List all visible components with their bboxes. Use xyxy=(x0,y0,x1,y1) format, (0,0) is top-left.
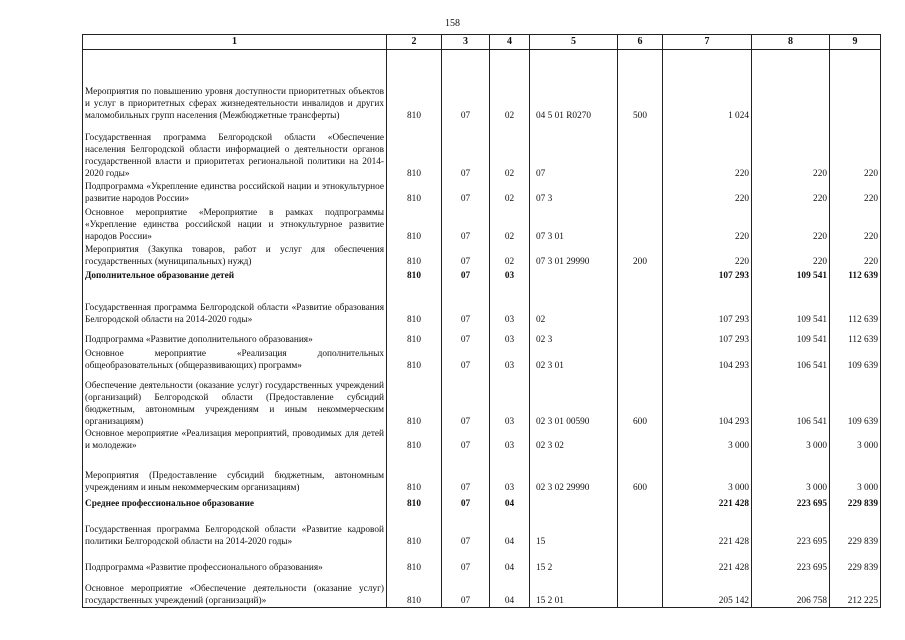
amount-col7: 221 428 xyxy=(663,548,752,574)
row-name: Подпрограмма «Развитие дополнительного образования» xyxy=(83,326,387,346)
code-target: 04 5 01 R0270 xyxy=(530,50,618,122)
code-target: 02 3 01 xyxy=(530,346,618,372)
code-subsection: 02 xyxy=(490,122,530,180)
table-row xyxy=(83,510,881,548)
code-section: 07 xyxy=(442,243,490,268)
table-row xyxy=(83,574,881,608)
code-ministry: 810 xyxy=(387,574,442,608)
code-subsection: 04 xyxy=(490,574,530,608)
code-ministry: 810 xyxy=(387,346,442,372)
amount-col8: 3 000 xyxy=(752,428,830,452)
code-expense-type xyxy=(618,574,663,608)
code-section: 07 xyxy=(442,494,490,510)
code-subsection: 04 xyxy=(490,510,530,548)
code-target xyxy=(530,268,618,282)
column-header: 6 xyxy=(618,35,663,50)
amount-col9 xyxy=(830,50,881,122)
row-name: Дополнительное образование детей xyxy=(83,268,387,282)
row-name: Государственная программа Белгородской области «Развитие кадровой политики Белгородской области на 2014-2020 годы» xyxy=(83,510,387,548)
amount-col9: 109 639 xyxy=(830,346,881,372)
code-expense-type: 600 xyxy=(618,452,663,494)
row-name: Мероприятия (Предоставление субсидий бюджетным, автономным учреждениям и иным некоммерческим организациям) xyxy=(83,452,387,494)
amount-col8: 220 xyxy=(752,180,830,205)
amount-col8: 223 695 xyxy=(752,510,830,548)
code-section: 07 xyxy=(442,372,490,428)
amount-col8: 220 xyxy=(752,122,830,180)
code-expense-type xyxy=(618,180,663,205)
amount-col7: 220 xyxy=(663,180,752,205)
page-number: 158 xyxy=(445,18,460,29)
code-subsection: 02 xyxy=(490,180,530,205)
row-name: Основное мероприятие «Реализация мероприятий, проводимых для детей и молодежи» xyxy=(83,428,387,452)
code-expense-type xyxy=(618,122,663,180)
code-ministry: 810 xyxy=(387,428,442,452)
code-target: 15 2 01 xyxy=(530,574,618,608)
code-ministry: 810 xyxy=(387,122,442,180)
amount-col7: 220 xyxy=(663,205,752,243)
table-row xyxy=(83,428,881,452)
code-section: 07 xyxy=(442,205,490,243)
table-row xyxy=(83,452,881,494)
code-expense-type xyxy=(618,268,663,282)
column-header: 4 xyxy=(490,35,530,50)
table-row xyxy=(83,205,881,243)
column-header: 1 xyxy=(83,35,387,50)
code-ministry: 810 xyxy=(387,494,442,510)
code-ministry: 810 xyxy=(387,50,442,122)
code-subsection: 03 xyxy=(490,428,530,452)
amount-col9: 3 000 xyxy=(830,452,881,494)
code-subsection: 03 xyxy=(490,346,530,372)
row-name: Основное мероприятие «Реализация дополнительных общеобразовательных (общеразвивающих) программ» xyxy=(83,346,387,372)
amount-col8: 206 758 xyxy=(752,574,830,608)
code-expense-type xyxy=(618,346,663,372)
table-row xyxy=(83,326,881,346)
amount-col9: 112 639 xyxy=(830,268,881,282)
column-header: 2 xyxy=(387,35,442,50)
code-subsection: 02 xyxy=(490,205,530,243)
amount-col9: 229 839 xyxy=(830,548,881,574)
table-row xyxy=(83,346,881,372)
amount-col7: 107 293 xyxy=(663,326,752,346)
code-target: 15 2 xyxy=(530,548,618,574)
code-section: 07 xyxy=(442,452,490,494)
amount-col9: 220 xyxy=(830,205,881,243)
amount-col8 xyxy=(752,50,830,122)
code-ministry: 810 xyxy=(387,372,442,428)
code-section: 07 xyxy=(442,548,490,574)
amount-col8: 223 695 xyxy=(752,548,830,574)
table-row xyxy=(83,243,881,268)
amount-col8: 109 541 xyxy=(752,326,830,346)
amount-col8: 106 541 xyxy=(752,346,830,372)
amount-col9: 3 000 xyxy=(830,428,881,452)
code-target: 02 3 02 xyxy=(530,428,618,452)
amount-col7: 104 293 xyxy=(663,346,752,372)
amount-col8: 109 541 xyxy=(752,268,830,282)
code-ministry: 810 xyxy=(387,326,442,346)
column-header: 8 xyxy=(752,35,830,50)
amount-col7: 107 293 xyxy=(663,282,752,326)
row-name: Среднее профессиональное образование xyxy=(83,494,387,510)
code-target: 02 3 02 29990 xyxy=(530,452,618,494)
amount-col9: 220 xyxy=(830,122,881,180)
code-ministry: 810 xyxy=(387,548,442,574)
code-section: 07 xyxy=(442,122,490,180)
code-section: 07 xyxy=(442,346,490,372)
code-target: 07 3 01 xyxy=(530,205,618,243)
row-name: Подпрограмма «Укрепление единства российской нации и этнокультурное развитие народов России» xyxy=(83,180,387,205)
code-subsection: 03 xyxy=(490,282,530,326)
code-target: 07 3 xyxy=(530,180,618,205)
code-section: 07 xyxy=(442,428,490,452)
row-name: Мероприятия по повышению уровня доступности приоритетных объектов и услуг в приоритетных сферах жизнедеятельности инвалидов и других маломобильных групп населения (Межбюджетные трансферты) xyxy=(83,50,387,122)
amount-col9: 212 225 xyxy=(830,574,881,608)
amount-col8: 106 541 xyxy=(752,372,830,428)
table-row xyxy=(83,372,881,428)
code-subsection: 03 xyxy=(490,268,530,282)
column-header: 7 xyxy=(663,35,752,50)
amount-col9: 112 639 xyxy=(830,282,881,326)
code-expense-type xyxy=(618,494,663,510)
amount-col8: 220 xyxy=(752,243,830,268)
code-subsection: 03 xyxy=(490,326,530,346)
amount-col8: 220 xyxy=(752,205,830,243)
code-target: 15 xyxy=(530,510,618,548)
code-target: 02 xyxy=(530,282,618,326)
column-header: 5 xyxy=(530,35,618,50)
amount-col7: 220 xyxy=(663,243,752,268)
code-section: 07 xyxy=(442,282,490,326)
code-expense-type: 600 xyxy=(618,372,663,428)
code-ministry: 810 xyxy=(387,268,442,282)
amount-col9: 220 xyxy=(830,243,881,268)
amount-col9: 229 839 xyxy=(830,494,881,510)
code-expense-type xyxy=(618,326,663,346)
code-section: 07 xyxy=(442,180,490,205)
row-name: Подпрограмма «Развитие профессионального образования» xyxy=(83,548,387,574)
code-expense-type xyxy=(618,282,663,326)
table-row xyxy=(83,548,881,574)
code-expense-type xyxy=(618,510,663,548)
row-name: Государственная программа Белгородской области «Обеспечение населения Белгородской области информацией о деятельности органов государственной власти и приоритетах региональной политики на 2014-2020 годы» xyxy=(83,122,387,180)
amount-col8: 109 541 xyxy=(752,282,830,326)
code-section: 07 xyxy=(442,268,490,282)
code-target xyxy=(530,494,618,510)
code-ministry: 810 xyxy=(387,205,442,243)
code-section: 07 xyxy=(442,510,490,548)
row-name: Основное мероприятие «Обеспечение деятельности (оказание услуг) государственных учреждений (организаций)» xyxy=(83,574,387,608)
code-ministry: 810 xyxy=(387,180,442,205)
table-row xyxy=(83,282,881,326)
amount-col7: 221 428 xyxy=(663,510,752,548)
code-target: 02 3 01 00590 xyxy=(530,372,618,428)
row-name: Государственная программа Белгородской области «Развитие образования Белгородской области на 2014-2020 годы» xyxy=(83,282,387,326)
table-row xyxy=(83,50,881,122)
table-row xyxy=(83,180,881,205)
code-subsection: 03 xyxy=(490,452,530,494)
code-expense-type xyxy=(618,205,663,243)
code-subsection: 04 xyxy=(490,494,530,510)
code-target: 07 3 01 29990 xyxy=(530,243,618,268)
table-row xyxy=(83,494,881,510)
row-name: Обеспечение деятельности (оказание услуг) государственных учреждений (организаций) Белгородской области (Предоставление субсидий бюджетным, автономным учреждениям и иным некоммерческим организациям) xyxy=(83,372,387,428)
amount-col8: 223 695 xyxy=(752,494,830,510)
amount-col7: 205 142 xyxy=(663,574,752,608)
code-ministry: 810 xyxy=(387,243,442,268)
amount-col7: 220 xyxy=(663,122,752,180)
amount-col7: 1 024 xyxy=(663,50,752,122)
code-subsection: 02 xyxy=(490,50,530,122)
code-target: 02 3 xyxy=(530,326,618,346)
code-section: 07 xyxy=(442,50,490,122)
amount-col8: 3 000 xyxy=(752,452,830,494)
table-row xyxy=(83,122,881,180)
amount-col9: 229 839 xyxy=(830,510,881,548)
code-subsection: 04 xyxy=(490,548,530,574)
amount-col7: 107 293 xyxy=(663,268,752,282)
amount-col7: 221 428 xyxy=(663,494,752,510)
table-row xyxy=(83,268,881,282)
code-expense-type: 200 xyxy=(618,243,663,268)
code-section: 07 xyxy=(442,574,490,608)
column-header: 9 xyxy=(830,35,881,50)
row-name: Мероприятия (Закупка товаров, работ и услуг для обеспечения государственных (муниципальных) нужд) xyxy=(83,243,387,268)
code-expense-type: 500 xyxy=(618,50,663,122)
amount-col7: 104 293 xyxy=(663,372,752,428)
amount-col9: 112 639 xyxy=(830,326,881,346)
code-subsection: 03 xyxy=(490,372,530,428)
amount-col9: 220 xyxy=(830,180,881,205)
code-subsection: 02 xyxy=(490,243,530,268)
amount-col7: 3 000 xyxy=(663,428,752,452)
code-ministry: 810 xyxy=(387,452,442,494)
code-section: 07 xyxy=(442,326,490,346)
code-expense-type xyxy=(618,428,663,452)
code-ministry: 810 xyxy=(387,282,442,326)
budget-table xyxy=(82,34,881,608)
header-row xyxy=(83,35,881,50)
code-target: 07 xyxy=(530,122,618,180)
amount-col9: 109 639 xyxy=(830,372,881,428)
amount-col7: 3 000 xyxy=(663,452,752,494)
code-ministry: 810 xyxy=(387,510,442,548)
row-name: Основное мероприятие «Мероприятие в рамках подпрограммы «Укрепление единства российской нации и этнокультурное развитие народов России» xyxy=(83,205,387,243)
code-expense-type xyxy=(618,548,663,574)
column-header: 3 xyxy=(442,35,490,50)
